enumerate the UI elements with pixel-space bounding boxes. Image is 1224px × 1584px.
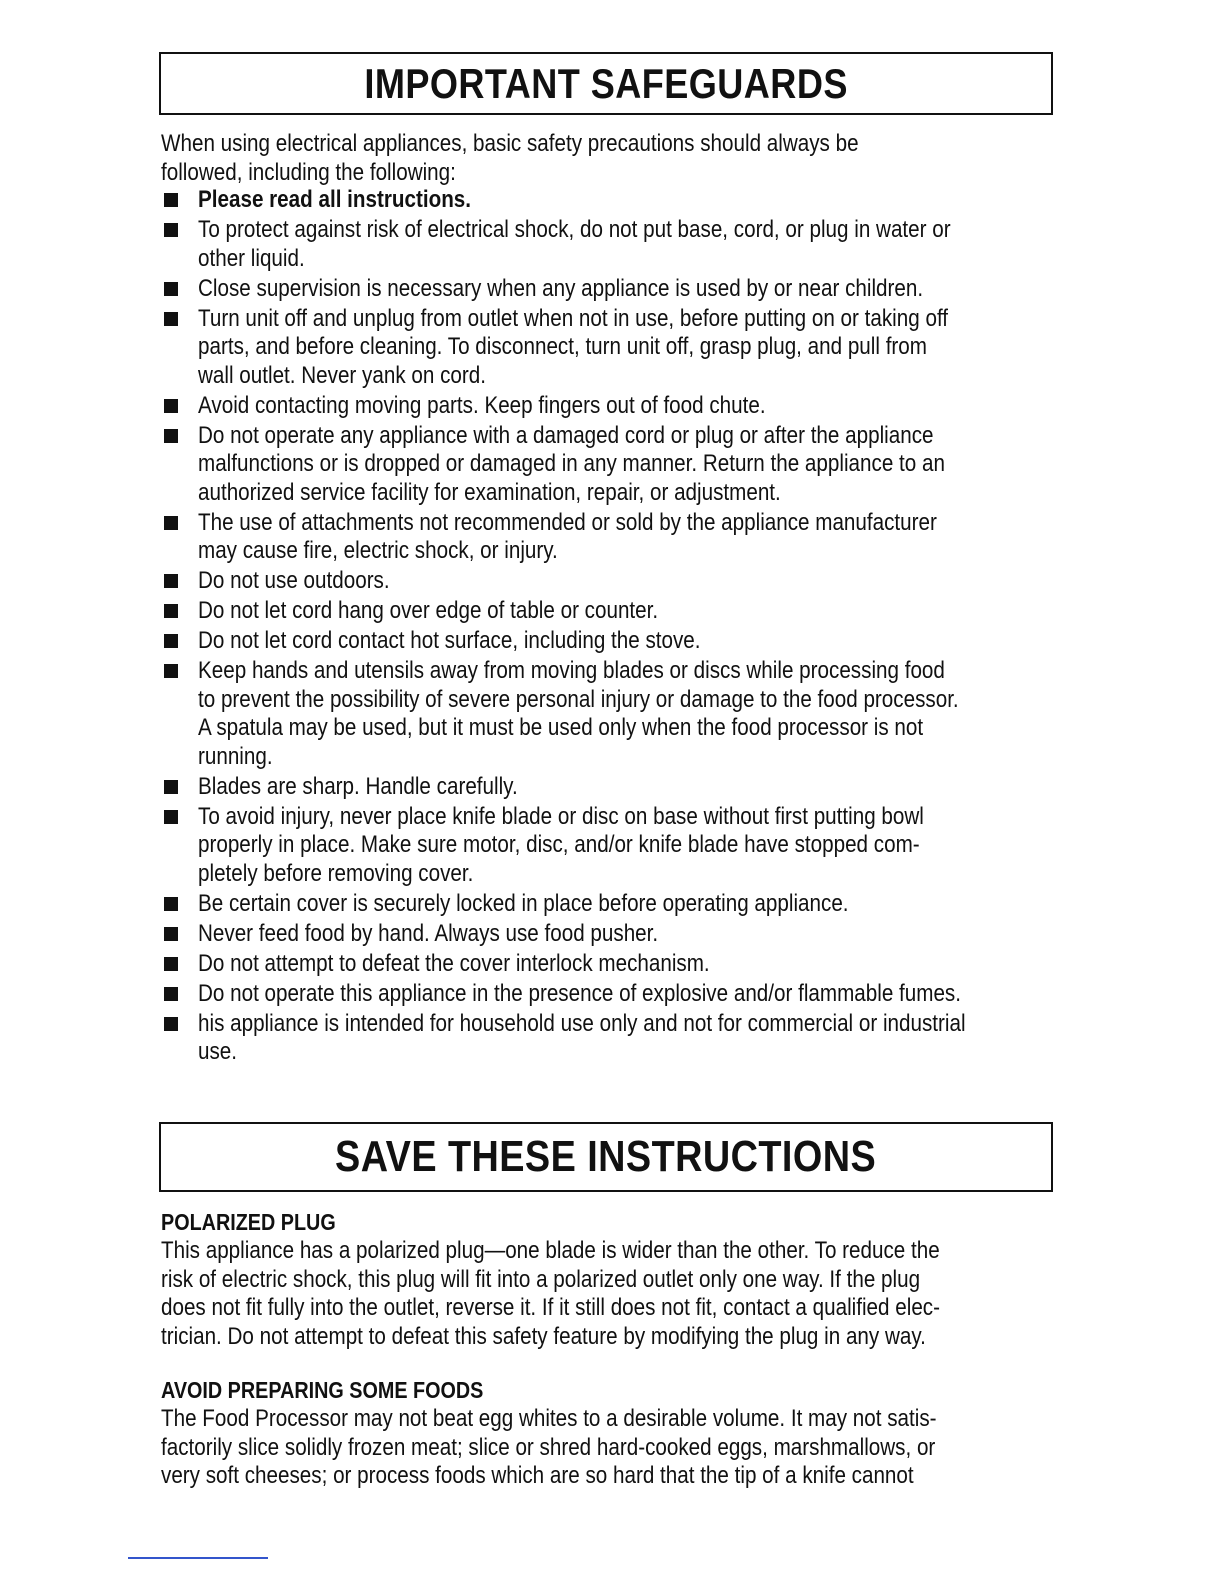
- safeguard-line: Never feed food by hand. Always use food pusher.: [198, 919, 659, 947]
- intro-line: When using electrical appliances, basic safety precautions should always be: [161, 130, 859, 157]
- safeguard-item: [161, 597, 1091, 626]
- square-bullet-icon: [164, 516, 178, 530]
- square-bullet-icon: [164, 810, 178, 824]
- safeguard-item: [161, 305, 1091, 391]
- square-bullet-icon: [164, 193, 178, 207]
- safeguard-line: his appliance is intended for household use only and not for commercial or industrial: [198, 1009, 966, 1037]
- safeguard-line: may cause fire, electric shock, or injury.: [198, 537, 558, 564]
- square-bullet-icon: [164, 634, 178, 648]
- square-bullet-icon: [164, 223, 178, 237]
- paragraph-line: trician. Do not attempt to defeat this safety feature by modifying the plug in any way.: [161, 1322, 926, 1350]
- safeguard-line: To avoid injury, never place knife blade or disc on base without first putting bowl: [198, 802, 924, 830]
- square-bullet-icon: [164, 604, 178, 618]
- square-bullet-icon: [164, 1017, 178, 1031]
- intro-line: followed, including the following:: [161, 158, 456, 186]
- safeguard-item: [161, 216, 1091, 273]
- safeguard-item: [161, 186, 1091, 215]
- safeguard-line: The use of attachments not recommended or sold by the appliance manufacturer: [198, 508, 937, 536]
- safeguard-item: [161, 920, 1091, 949]
- square-bullet-icon: [164, 429, 178, 443]
- square-bullet-icon: [164, 897, 178, 911]
- safeguard-item: [161, 1010, 1091, 1067]
- safeguard-line: use.: [198, 1038, 238, 1065]
- safeguard-line: malfunctions or is dropped or damaged in any manner. Return the appliance to an: [198, 450, 945, 477]
- safeguard-line: Do not operate any appliance with a damaged cord or plug or after the appliance: [198, 421, 934, 449]
- safeguard-line: running.: [198, 742, 273, 770]
- avoid-foods-heading: AVOID PREPARING SOME FOODS: [161, 1377, 484, 1403]
- paragraph-line: This appliance has a polarized plug—one blade is wider than the other. To reduce the: [161, 1237, 940, 1264]
- safeguard-item: [161, 392, 1091, 421]
- safeguard-item: [161, 803, 1091, 889]
- safeguard-line: A spatula may be used, but it must be used only when the food processor is not: [198, 714, 924, 741]
- safeguard-line: Do not operate this appliance in the presence of explosive and/or flammable fumes.: [198, 979, 961, 1007]
- footer-rule: [128, 1557, 268, 1559]
- important-safeguards-title-box: [159, 52, 1053, 115]
- safeguard-line: Turn unit off and unplug from outlet when not in use, before putting on or taking off: [198, 304, 949, 332]
- safeguard-list: [161, 186, 1091, 1068]
- paragraph-line: very soft cheeses; or process foods which are so hard that the tip of a knife cannot: [161, 1462, 914, 1489]
- safeguard-item: [161, 950, 1091, 979]
- safeguard-line: Close supervision is necessary when any appliance is used by or near children.: [198, 274, 924, 302]
- safeguard-line: Be certain cover is securely locked in place before operating appliance.: [198, 889, 849, 917]
- safeguard-item: [161, 422, 1091, 508]
- safeguard-item: [161, 657, 1091, 771]
- save-instructions-title: SAVE THESE INSTRUCTIONS: [335, 1132, 877, 1181]
- polarized-plug-paragraph: [161, 1237, 1067, 1351]
- paragraph-line: The Food Processor may not beat egg whites to a desirable volume. It may not satis-: [161, 1405, 937, 1432]
- polarized-plug-heading: POLARIZED PLUG: [161, 1209, 336, 1235]
- square-bullet-icon: [164, 312, 178, 326]
- safeguard-line: wall outlet. Never yank on cord.: [198, 361, 486, 389]
- square-bullet-icon: [164, 780, 178, 794]
- safeguard-line: Do not let cord contact hot surface, including the stove.: [198, 627, 701, 654]
- square-bullet-icon: [164, 664, 178, 678]
- safeguard-line: Avoid contacting moving parts. Keep fingers out of food chute.: [198, 391, 766, 419]
- safeguard-line: properly in place. Make sure motor, disc, and/or knife blade have stopped com-: [198, 831, 920, 858]
- square-bullet-icon: [164, 574, 178, 588]
- safeguard-item: [161, 275, 1091, 304]
- safeguard-item: [161, 509, 1091, 566]
- safeguard-line: Do not attempt to defeat the cover interlock mechanism.: [198, 949, 710, 977]
- safeguard-line: Blades are sharp. Handle carefully.: [198, 772, 518, 800]
- safeguard-line: Please read all instructions.: [198, 186, 472, 213]
- safeguard-line: parts, and before cleaning. To disconnect, turn unit off, grasp plug, and pull from: [198, 333, 927, 360]
- avoid-foods-paragraph: [161, 1405, 1063, 1491]
- safeguard-item: [161, 567, 1091, 596]
- paragraph-line: does not fit fully into the outlet, reverse it. If it still does not fit, contact a qualified elec-: [161, 1294, 940, 1321]
- save-instructions-title-box: [159, 1122, 1053, 1192]
- paragraph-line: factorily slice solidly frozen meat; slice or shred hard-cooked eggs, marshmallows, or: [161, 1433, 936, 1461]
- safeguard-line: to prevent the possibility of severe personal injury or damage to the food processor.: [198, 685, 959, 713]
- square-bullet-icon: [164, 987, 178, 1001]
- safeguard-item: [161, 627, 1091, 656]
- safeguard-item: [161, 773, 1091, 802]
- safeguard-line: pletely before removing cover.: [198, 859, 474, 887]
- square-bullet-icon: [164, 927, 178, 941]
- safeguard-line: other liquid.: [198, 244, 305, 272]
- paragraph-line: risk of electric shock, this plug will fit into a polarized outlet only one way. If the plug: [161, 1265, 921, 1293]
- square-bullet-icon: [164, 282, 178, 296]
- safeguard-line: Keep hands and utensils away from moving blades or discs while processing food: [198, 657, 945, 684]
- safeguard-line: To protect against risk of electrical shock, do not put base, cord, or plug in water or: [198, 216, 951, 243]
- safeguard-line: Do not let cord hang over edge of table or counter.: [198, 597, 659, 624]
- square-bullet-icon: [164, 957, 178, 971]
- safeguard-item: [161, 980, 1091, 1009]
- safeguard-item: [161, 890, 1091, 919]
- safeguard-line: Do not use outdoors.: [198, 567, 390, 594]
- important-safeguards-title: IMPORTANT SAFEGUARDS: [364, 59, 848, 107]
- square-bullet-icon: [164, 399, 178, 413]
- intro-paragraph: [161, 130, 972, 187]
- safeguard-line: authorized service facility for examination, repair, or adjustment.: [198, 478, 781, 506]
